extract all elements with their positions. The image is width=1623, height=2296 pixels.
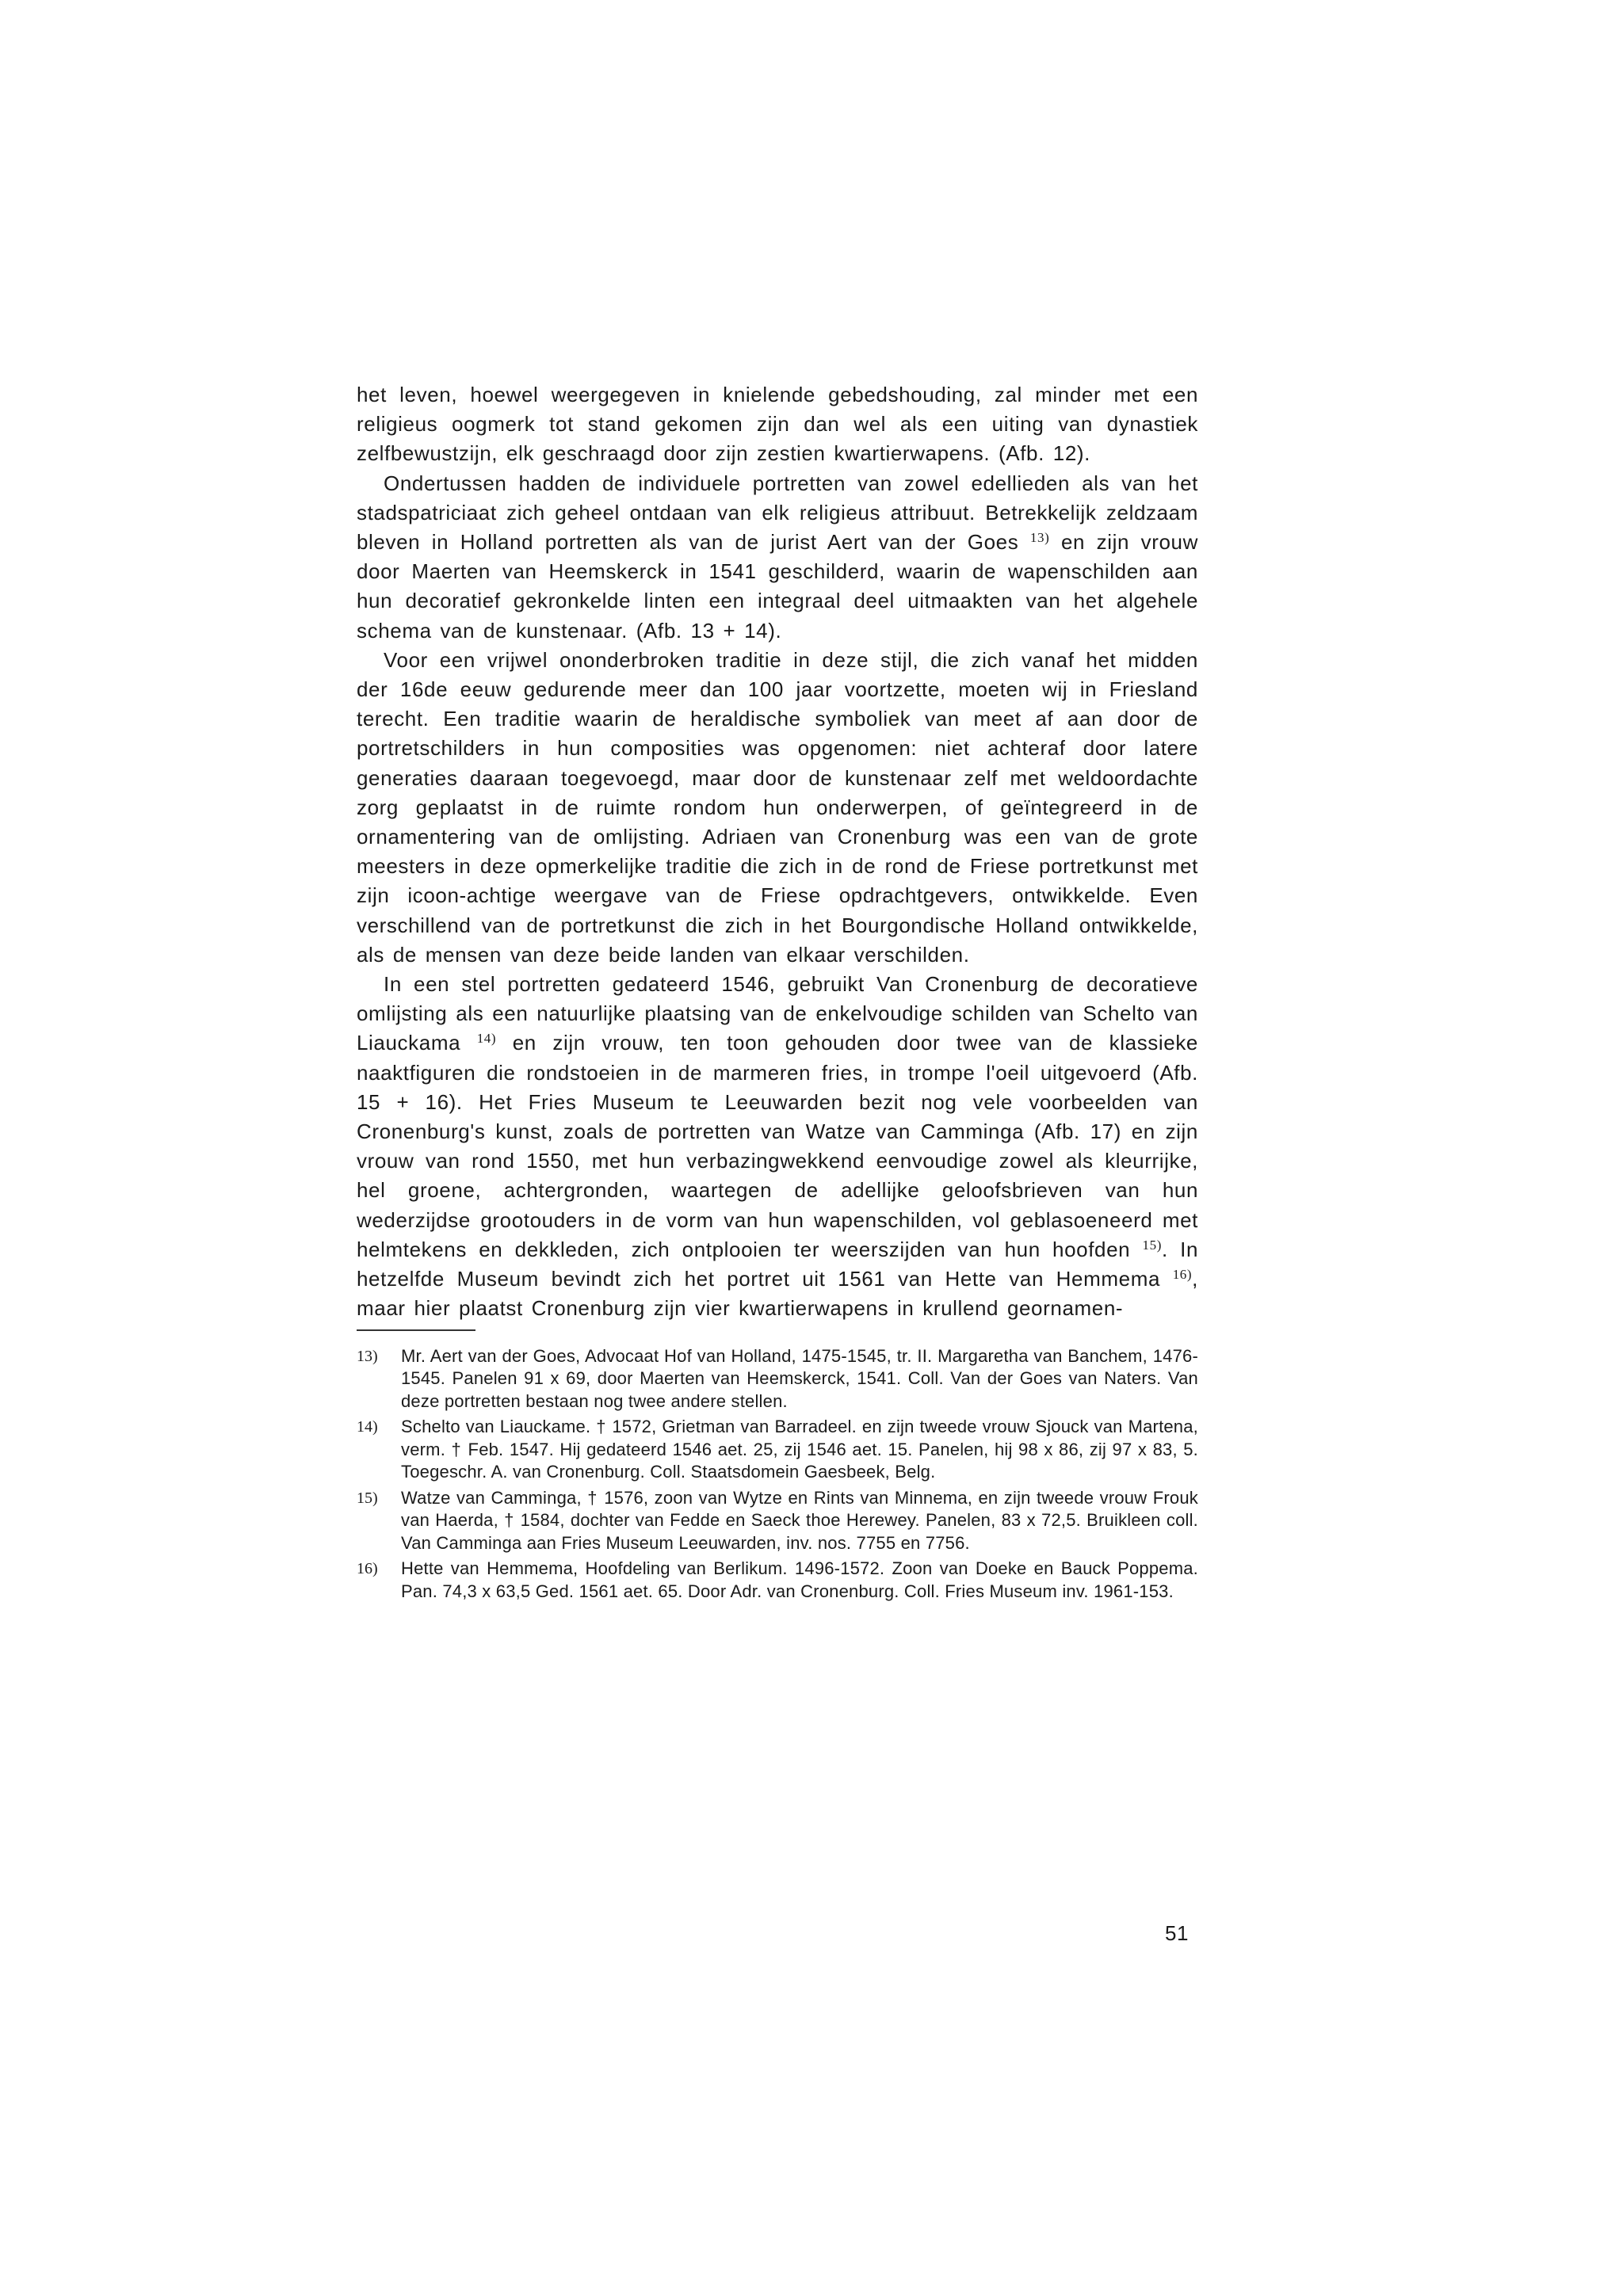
paragraph-4-text-b: en zijn vrouw, ten toon gehouden door twee van de klassieke naaktfiguren die rondstoeien in de marmeren fries, in trompe l'oeil uitgevoerd (Afb. 15 + 16). Het Fries Museum te Leeuwarden bezit nog vele voorbeelden van Cronenburg's kunst, zoals de portretten van Watze van Camminga (Afb. 17) en zijn vrouw van rond 1550, met hun verbazingwekkend eenvoudige zowel als kleurrijke, hel groene, achtergronden, waartegen de adellijke geloofsbrieven van hun wederzijdse grootouders in de vorm van hun wapenschilden, vol geblasoeneerd met helmtekens en dekkleden, zich ontplooien ter weerszijden van hun hoofden: [357, 1031, 1198, 1261]
footnote-15: [357, 1487, 1198, 1555]
paragraph-2: [357, 469, 1198, 646]
paragraph-4-text-c: . In hetzelfde Museum bevindt zich het portret uit 1561 van Hette van Hemmema: [357, 1237, 1199, 1291]
footnote-text: Watze van Camminga, † 1576, zoon van Wytze en Rints van Minnema, en zijn tweede vrouw Frouk van Haerda, † 1584, dochter van Fedde en Saeck thoe Herewey. Panelen, 83 x 72,5. Bruikleen coll. Van Camminga aan Fries Museum Leeuwarden, inv. nos. 7755 en 7756.: [401, 1487, 1198, 1553]
footnote-number: 13): [357, 1347, 378, 1365]
page-number: 51: [1165, 1921, 1189, 1945]
paragraph-1-text: het leven, hoewel weergegeven in knielende gebedshouding, zal minder met een religieus oogmerk tot stand gekomen zijn dan wel als een uiting van dynastiek zelfbewustzijn, elk geschraagd door zijn zestien kwartierwapens. (Afb. 12).: [357, 383, 1198, 466]
paragraph-2-text-b: en zijn vrouw door Maerten van Heemskerck in 1541 geschilderd, waarin de wapenschilden aan hun decoratief gekronkelde linten een integraal deel uitmaakten van het algehele schema van de kunstenaar. (Afb. 13 + 14).: [357, 530, 1198, 643]
paragraph-4-text-a: In een stel portretten gedateerd 1546, gebruikt Van Cronenburg de decoratieve omlijsting als een natuurlijke plaatsing van de enkelvoudige schilden van Schelto van Liauckama: [357, 972, 1198, 1055]
paragraph-3-text: Voor een vrijwel ononderbroken traditie in deze stijl, die zich vanaf het midden der 16de eeuw gedurende meer dan 100 jaar voortzette, moeten wij in Friesland terecht. Een traditie waarin de heraldische symboliek van meet af aan door de portretschilders in hun composities was opgenomen: niet achteraf door latere generaties daaraan toegevoegd, maar door de kunstenaar zelf met weldoordachte zorg geplaatst in de ruimte rondom hun onderwerpen, of geïntegreerd in de ornamentering van de omlijsting. Adriaen van Cronenburg was een van de grote meesters in deze opmerkelijke traditie die zich in de rond de Friese portretkunst met zijn icoon-achtige weergave van de Friese opdrachtgevers, ontwikkelde. Even verschillend van de portretkunst die zich in het Bourgondische Holland ontwikkelde, als de mensen van deze beide landen van elkaar verschilden.: [357, 647, 1198, 967]
paragraph-4-text-d: , maar hier plaatst Cronenburg zijn vier kwartierwapens in krullend geornamen-: [357, 1267, 1198, 1321]
footnote-ref-16: 16): [1172, 1267, 1193, 1283]
footnote-text: Mr. Aert van der Goes, Advocaat Hof van Holland, 1475-1545, tr. II. Margaretha van Banchem, 1476-1545. Panelen 91 x 69, door Maerten van Heemskerck, 1541. Coll. Van der Goes van Naters. Van deze portretten bestaan nog twee andere stellen.: [401, 1345, 1198, 1411]
footnote-ref-15-number: 15: [1142, 1237, 1157, 1253]
footnote-number: 15): [357, 1489, 378, 1507]
footnote-number: 14): [357, 1418, 378, 1436]
footnote-ref-13-number: 13: [1029, 530, 1045, 546]
paragraph-2-text-a: Ondertussen hadden de individuele portretten van zowel edellieden als van het stadspatriciaat zich geheel ontdaan van elk religieus attribuut. Betrekkelijk zeldzaam bleven in Holland portretten als van de jurist Aert van der Goes: [357, 471, 1198, 555]
footnote-ref-15: 15): [1142, 1237, 1162, 1253]
footnote-number: 16): [357, 1560, 378, 1577]
footnote-divider: [357, 1329, 475, 1331]
paragraph-4: [357, 970, 1198, 1323]
paragraph-3: [357, 646, 1198, 970]
main-text-column: [357, 380, 1198, 1606]
footnote-text: Hette van Hemmema, Hoofdeling van Berlikum. 1496-1572. Zoon van Doeke en Bauck Poppema. Pan. 74,3 x 63,5 Ged. 1561 aet. 65. Door Adr. van Cronenburg. Coll. Fries Museum inv. 1961-153.: [401, 1558, 1198, 1601]
footnote-ref-13: 13): [1029, 530, 1050, 546]
footnote-text: Schelto van Liauckame. † 1572, Grietman van Barradeel. en zijn tweede vrouw Sjouck van Martena, verm. † Feb. 1547. Hij gedateerd 1546 aet. 25, zij 1546 aet. 15. Panelen, hij 98 x 86, zij 97 x 83, 5. Toegeschr. A. van Cronenburg. Coll. Staatsdomein Gaesbeek, Belg.: [401, 1417, 1198, 1482]
footnote-ref-14-number: 14: [476, 1031, 491, 1047]
paragraph-1: [357, 380, 1198, 469]
footnote-13: [357, 1345, 1198, 1413]
footnote-ref-16-number: 16: [1172, 1267, 1187, 1283]
footnote-ref-14: 14): [476, 1031, 497, 1047]
footnote-16: [357, 1558, 1198, 1603]
footnote-14: [357, 1416, 1198, 1484]
